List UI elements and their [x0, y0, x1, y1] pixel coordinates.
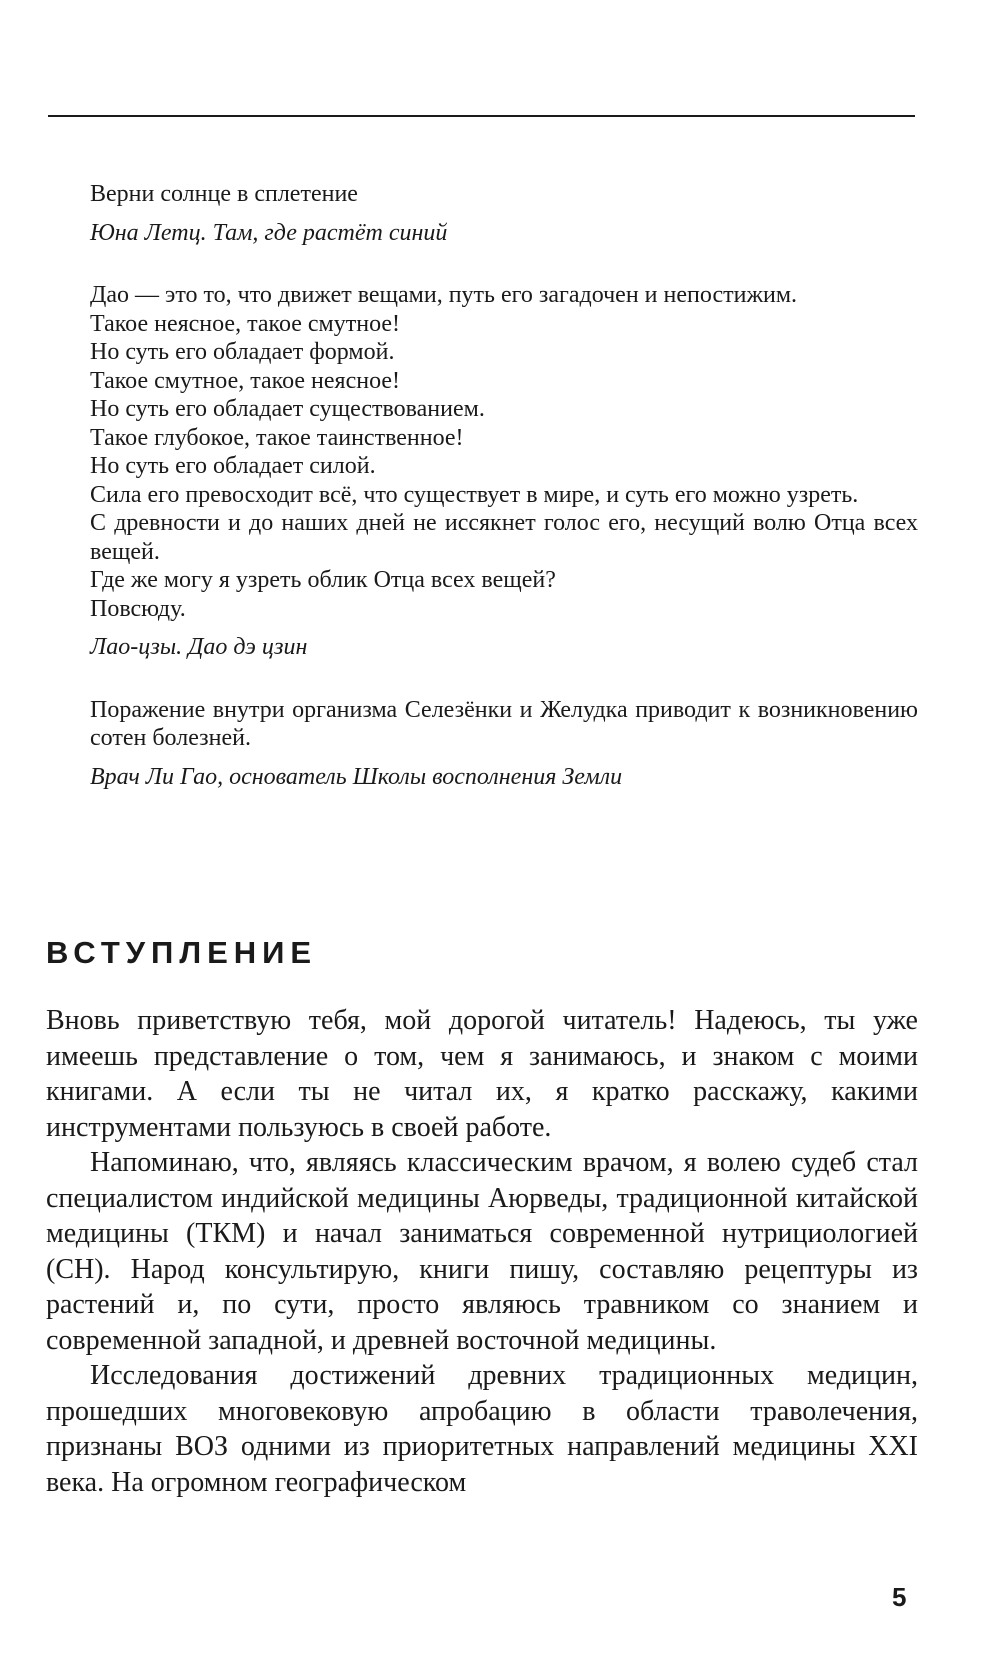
epigraph	[90, 696, 918, 792]
epigraph-attribution: Юна Летц. Там, где растёт синий	[90, 219, 448, 246]
epigraph-line: Дао — это то, что движет вещами, путь его загадочен и непостижим.	[90, 282, 798, 308]
epigraph-line: Но суть его обладает силой.	[90, 453, 376, 479]
epigraph-line: Где же могу я узреть облик Отца всех вещей?	[90, 567, 556, 593]
paragraph: Напоминаю, что, являясь классическим врачом, я волею судеб стал специалистом индийской медицины Аюрведы, традиционной китайской медицины (ТКМ) и начал заниматься современной нутрициологией (СН). Народ консультирую, книги пишу, составляю рецептуры из растений и, по сути, просто являюсь травником со знанием и современной западной, и древней восточной медицины.	[46, 1147, 918, 1356]
epigraph-line: Но суть его обладает существованием.	[90, 396, 485, 422]
epigraph-line: Такое глубокое, такое таинственное!	[90, 424, 464, 451]
paragraph: Исследования достижений древних традиционных медицин, прошедших многовековую апробацию в области траволечения, признаны ВОЗ одними из приоритетных направлений медицины XXI века. На огромном географическом	[46, 1360, 918, 1498]
epigraph-line: Но суть его обладает формой.	[90, 339, 395, 365]
epigraph-attribution: Врач Ли Гао, основатель Школы восполнения Земли	[90, 763, 623, 790]
epigraph	[90, 180, 918, 247]
epigraphs	[90, 180, 918, 825]
epigraph-line: Сила его превосходит всё, что существует в мире, и суть его можно узреть.	[90, 481, 859, 508]
epigraph-line: С древности и до наших дней не иссякнет голос его, несущий волю Отца всех вещей.	[90, 510, 918, 565]
epigraph	[90, 281, 918, 662]
page-number: 5	[892, 1582, 907, 1612]
epigraph-line: Повсюду.	[90, 595, 186, 622]
epigraph-line: Верни солнце в сплетение	[90, 181, 358, 207]
header-rule	[48, 115, 915, 117]
section-title: ВСТУПЛЕНИЕ	[46, 935, 318, 970]
epigraph-attribution: Лао-цзы. Дао дэ цзин	[90, 634, 308, 660]
body-text	[46, 1003, 918, 1500]
epigraph-line: Такое смутное, такое неясное!	[90, 367, 401, 394]
epigraph-line: Поражение внутри организма Селезёнки и Желудка приводит к возникновению сотен болезней.	[90, 696, 918, 751]
paragraph: Вновь приветствую тебя, мой дорогой читатель! Надеюсь, ты уже имеешь представление о том, чем я занимаюсь, и знаком с моими книгами. А если ты не читал их, я кратко расскажу, какими инструментами пользуюсь в своей работе.	[46, 1005, 918, 1143]
epigraph-line: Такое неясное, такое смутное!	[90, 310, 401, 337]
